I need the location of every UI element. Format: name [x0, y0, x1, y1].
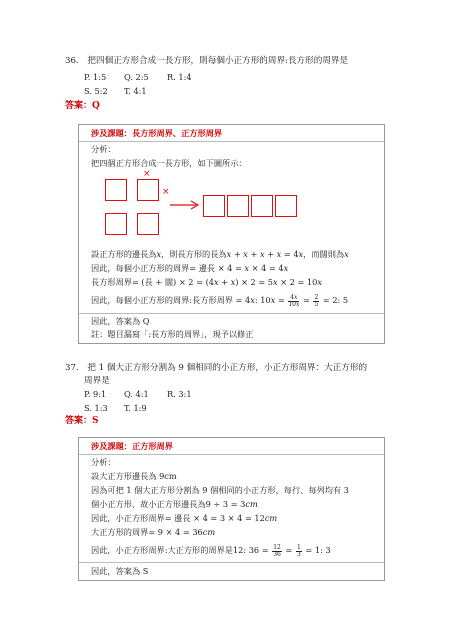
q36-option-p: P. 1:5 — [84, 72, 107, 82]
q37-option-r: R. 3:1 — [167, 389, 192, 399]
q37-answer: 答案：S — [65, 416, 99, 426]
square-top-left — [105, 179, 127, 201]
rect-square-3 — [251, 195, 273, 217]
q37-text-2: 周界是 — [84, 376, 110, 386]
q36-ratio-result: = 2: 5 — [322, 295, 349, 305]
q36-fraction-2 — [313, 295, 319, 308]
cross-mark-top: × — [143, 169, 151, 179]
q37-fraction-2-numerator: 1 — [296, 543, 301, 551]
q37-solution-box — [78, 437, 385, 581]
rect-square-1 — [203, 195, 225, 217]
q36-fraction-2-denominator: 5 — [314, 300, 319, 308]
q37-divider-2 — [79, 562, 384, 563]
q36-option-s: S. 5:2 — [84, 86, 108, 96]
q36-line-6: 因此，答案為 Q — [91, 316, 150, 326]
q36-text-line — [65, 55, 348, 68]
q36-line-2: 設正方形的邊長為𝑥，則長方形的長為𝑥 + 𝑥 + 𝑥 + 𝑥 = 4𝑥，而闊則為𝑥 — [91, 249, 349, 259]
q37-analysis-label: 分析： — [91, 457, 116, 467]
q37-option-s: S. 1:3 — [84, 403, 108, 413]
q37-equals: = — [285, 545, 293, 555]
q37-line-6-text: 因此，小正方形周界:大正方形的周界是12: 36 = — [91, 545, 269, 555]
q37-ratio-result: = 1: 3 — [305, 545, 331, 555]
rect-square-2 — [227, 195, 249, 217]
cross-mark-side: × — [162, 187, 170, 197]
q37-fraction-1-numerator: 12 — [273, 543, 281, 551]
q37-fraction-2 — [296, 545, 302, 558]
q36-answer: 答案：Q — [65, 101, 100, 111]
q36-option-q: Q. 2:5 — [124, 72, 149, 82]
q37-option-p: P. 9:1 — [84, 389, 107, 399]
arrow-right-icon — [169, 199, 201, 211]
q36-equals: = — [302, 295, 310, 305]
q36-note: 註：題目漏寫「:長方形的周界」，現予以修正 — [91, 329, 254, 339]
q36-fraction-1 — [288, 295, 299, 308]
q36-solution-box — [78, 124, 385, 344]
q36-line-3: 因此，每個小正方形的周界= 邊長 × 4 = 𝑥 × 4 = 4𝑥 — [91, 263, 289, 273]
q36-line-5-text: 因此，每個小正方形的周界:長方形周界 = 4𝑥: 10𝑥 = — [91, 295, 285, 305]
q37-fraction-1-denominator: 36 — [273, 550, 281, 558]
q37-line-6 — [91, 542, 331, 558]
square-bottom-left — [105, 213, 127, 235]
q36-option-t: T. 4:1 — [124, 86, 147, 96]
q37-fraction-2-denominator: 3 — [296, 550, 301, 558]
q36-divider — [79, 141, 384, 142]
q37-number: 37. — [65, 363, 79, 373]
rect-square-4 — [275, 195, 297, 217]
q36-option-r: R. 1:4 — [167, 72, 192, 82]
q36-text: 把四個正方形合成一長方形，則每個小正方形的周界:長方形的周界是 — [87, 56, 349, 66]
q36-divider-2 — [79, 313, 384, 314]
q37-line-7: 因此，答案為 S — [91, 566, 149, 576]
q36-line-1: 把四個正方形合成一長方形，如下圖所示： — [91, 158, 247, 168]
q37-divider — [79, 454, 384, 455]
square-top-right — [137, 179, 159, 201]
q36-number: 36. — [65, 56, 79, 66]
q37-text-line-1 — [65, 362, 367, 375]
q36-line-4: 長方形周界= (長 + 闊) × 2 = (4𝑥 + 𝑥) × 2 = 5𝑥 × 2 = 10𝑥 — [91, 277, 323, 287]
q36-analysis-label: 分析： — [91, 144, 116, 154]
q36-fraction-1-denominator: 10𝑥 — [288, 300, 300, 308]
q37-line-4: 因此，小正方形周界= 邊長 × 4 = 3 × 4 = 12𝑐𝑚 — [91, 513, 278, 523]
q37-fraction-1 — [272, 545, 282, 558]
q37-line-5: 大正方形的周界= 9 × 4 = 36𝑐𝑚 — [91, 527, 216, 537]
q37-line-1: 設大正方形邊長為 9cm — [91, 471, 177, 481]
q37-topic: 涉及課題：正方形周界 — [91, 441, 173, 451]
q37-text-1: 把 1 個大正方形分割為 9 個相同的小正方形，小正方形周界：大正方形的 — [87, 363, 368, 373]
q37-option-q: Q. 4:1 — [124, 389, 149, 399]
q37-line-3: 個小正方形，故小正方形邊長為9 ÷ 3 = 3𝑐𝑚 — [91, 499, 258, 509]
q36-line-5 — [91, 292, 348, 308]
q37-line-2: 因為可把 1 個大正方形分割為 9 個相同的小正方形，每行、每列均有 3 — [91, 485, 349, 495]
square-bottom-right — [137, 213, 159, 235]
q37-option-t: T. 1:9 — [124, 403, 147, 413]
q36-fraction-1-numerator: 4𝑥 — [290, 293, 298, 301]
q36-topic: 涉及課題：長方形周界、正方形周界 — [91, 128, 223, 138]
q36-fraction-2-numerator: 2 — [314, 293, 319, 301]
